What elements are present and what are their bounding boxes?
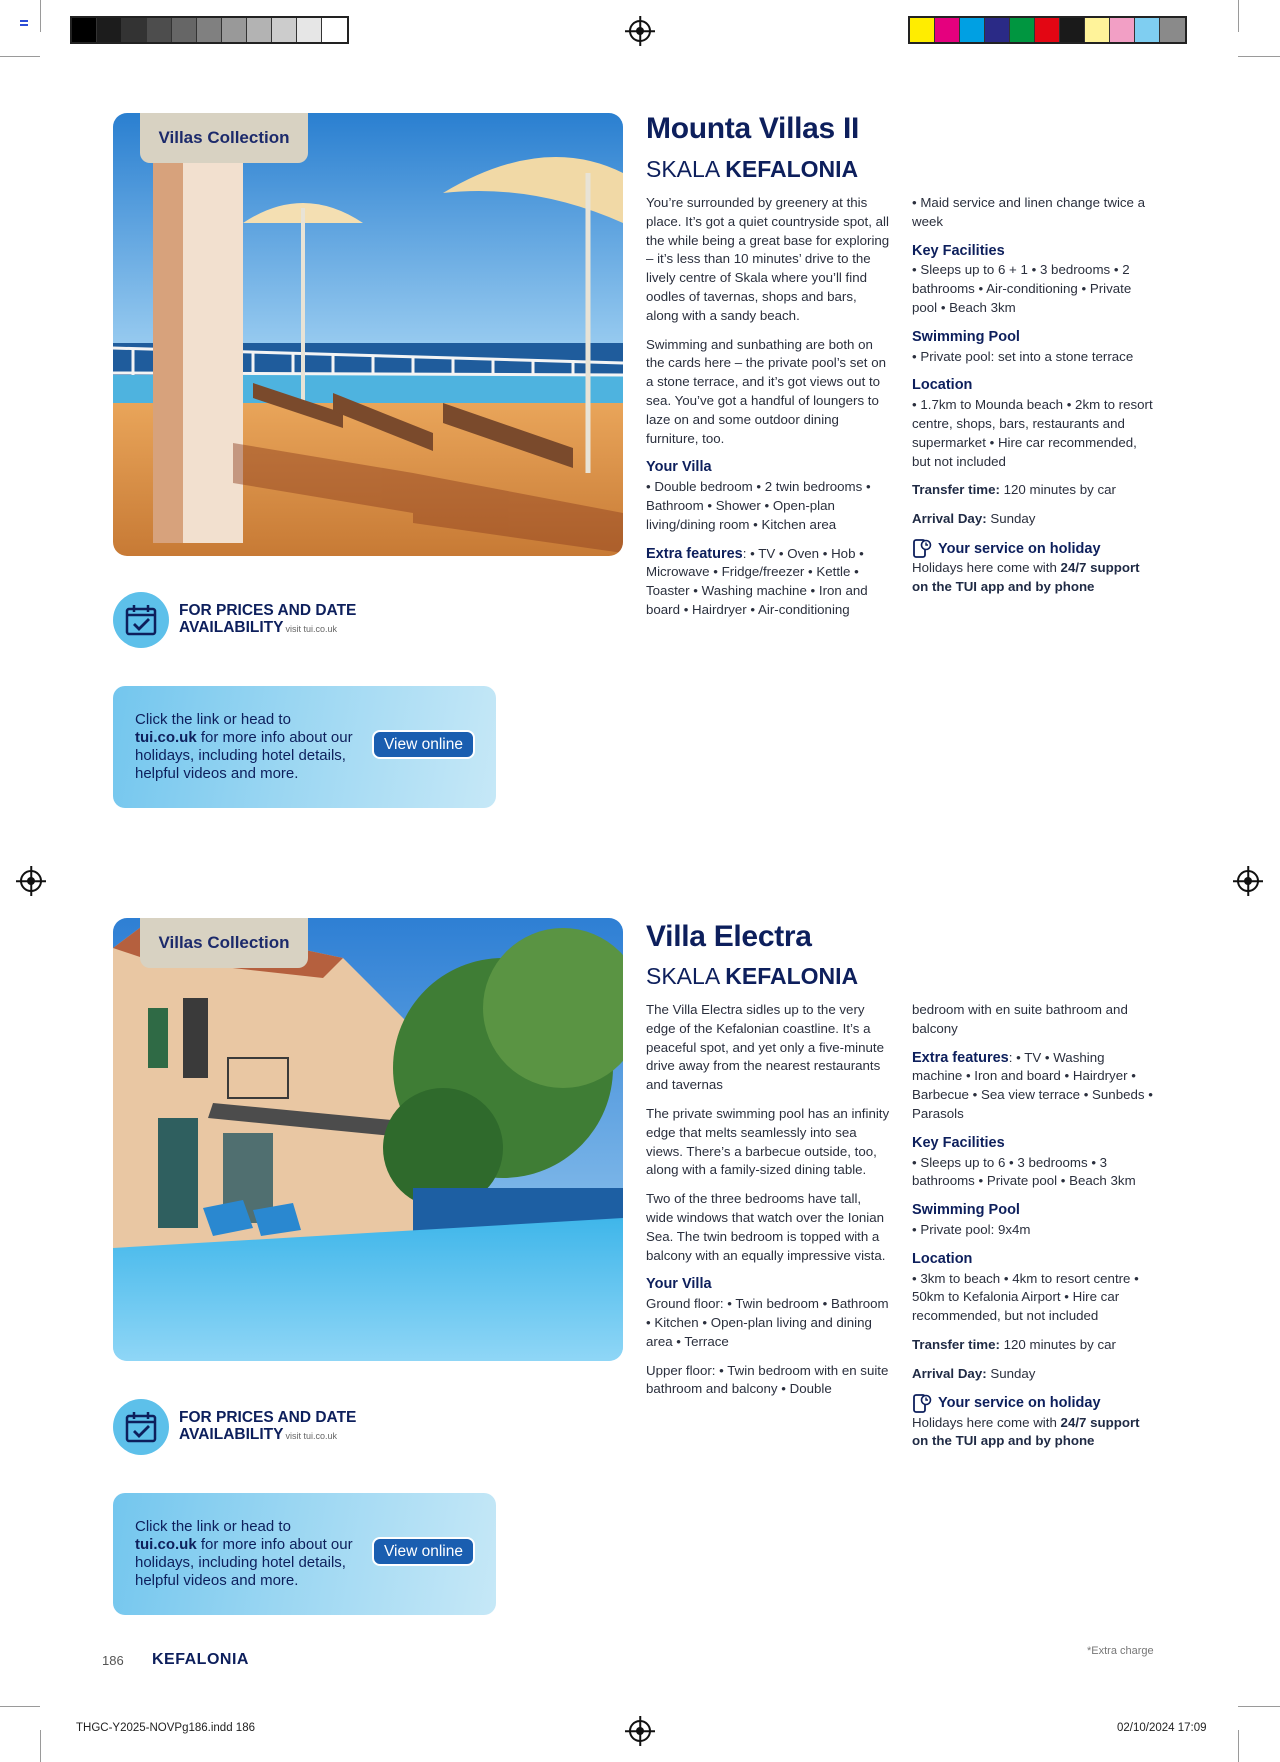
section-heading: Swimming Pool	[912, 1202, 1020, 1219]
service-text: Holidays here come with 24/7 support on the TUI app and by phone	[912, 1414, 1140, 1449]
grayscale-bar	[70, 16, 349, 44]
villa-location-title	[646, 156, 858, 183]
crop-mark	[0, 56, 40, 57]
swimming-pool-list: • Private pool: set into a stone terrace	[912, 348, 1134, 364]
crop-mark	[40, 1730, 41, 1762]
registration-mark-icon	[1237, 870, 1259, 892]
calendar-icon	[113, 1399, 169, 1455]
online-info-text: Click the link or head to tui.co.uk for more info about our holidays, including hotel details, helpful videos and more.	[135, 711, 353, 782]
key-facilities-list: • Sleeps up to 6 + 1 • 3 bedrooms • 2 bathrooms • Air-conditioning • Private pool • Beach 3km	[912, 262, 1132, 315]
villa-photo	[113, 113, 623, 556]
phone-support-icon	[912, 1394, 932, 1414]
registration-mark-icon	[629, 1720, 651, 1742]
extra-features	[646, 545, 891, 620]
villa-photo	[113, 918, 623, 1361]
service-heading: Your service on holiday	[912, 1394, 1157, 1414]
details-column	[912, 1001, 1157, 1461]
island-name: KEFALONIA	[725, 156, 859, 182]
section-heading: Extra features	[646, 545, 743, 562]
visit-link[interactable]: visit tui.co.uk	[285, 624, 338, 634]
footnote: *Extra charge	[1087, 1645, 1154, 1657]
section-name: KEFALONIA	[152, 1651, 249, 1668]
phone-support-icon	[912, 539, 932, 559]
section-heading: Your Villa	[646, 1276, 712, 1293]
view-online-banner	[113, 1493, 496, 1615]
section-heading: Key Facilities	[912, 1134, 1005, 1151]
description-column	[646, 194, 891, 630]
extra-features-list: : • TV • Washing machine • Iron and board • Hairdryer • Barbecue • Sea view terrace • Sunbeds • Parasols	[912, 1049, 1153, 1121]
view-online-banner	[113, 686, 496, 808]
your-villa-list: • Double bedroom • 2 twin bedrooms • Bathroom • Shower • Open-plan living/dining room • Kitchen area	[646, 479, 871, 532]
intro-paragraph: Swimming and sunbathing are both on the cards here – the private pool’s set on a stone terrace, and it’s got views out to sea. You’ve got a handful of loungers to laze on and some outdoor dining furniture, too.	[646, 336, 886, 446]
registration-mark-icon	[629, 20, 651, 42]
crop-mark	[1238, 0, 1239, 32]
intro-paragraph: The private swimming pool has an infinity edge that melts seamlessly into sea views. There’s a barbecue outside, too, along with a family-sized dining table.	[646, 1105, 890, 1178]
online-info-text: Click the link or head to tui.co.uk for more info about our holidays, including hotel details, helpful videos and more.	[135, 1518, 353, 1589]
tui-link[interactable]: tui.co.uk	[135, 729, 197, 746]
transfer-time: Transfer time: 120 minutes by car	[912, 1336, 1116, 1352]
service-text: Holidays here come with 24/7 support on the TUI app and by phone	[912, 559, 1140, 594]
color-bar	[908, 16, 1187, 44]
your-villa-list: Ground floor: • Twin bedroom • Bathroom • Kitchen • Open-plan living and dining area • Terrace	[646, 1296, 889, 1349]
area-name: SKALA	[646, 963, 719, 989]
pool-terrace-photo-icon	[113, 113, 623, 556]
section-heading: Key Facilities	[912, 242, 1005, 259]
print-mark-icon	[20, 20, 28, 26]
section-heading: Your Villa	[646, 459, 712, 476]
location-list: • 3km to beach • 4km to resort centre • 50km to Kefalonia Airport • Hire car recommended, but not included	[912, 1270, 1139, 1324]
calendar-icon	[113, 592, 169, 648]
service-heading: Your service on holiday	[912, 539, 1157, 559]
slug-file: THGC-Y2025-NOVPg186.indd 186	[76, 1722, 255, 1734]
villa-title: Mounta Villas II	[646, 112, 860, 145]
arrival-day: Arrival Day: Sunday	[912, 1365, 1036, 1381]
registration-mark-icon	[20, 870, 42, 892]
key-facilities-list: • Sleeps up to 6 • 3 bedrooms • 3 bathrooms • Private pool • Beach 3km	[912, 1154, 1136, 1189]
villa-pool-photo-icon	[113, 918, 623, 1361]
details-column	[912, 194, 1157, 607]
view-online-button[interactable]: View online	[372, 730, 475, 759]
island-name: KEFALONIA	[725, 963, 859, 989]
intro-paragraph: Two of the three bedrooms have tall, wide windows that watch over the Ionian Sea. The twin bedroom is topped with a balcony with an equally impressive vista.	[646, 1191, 886, 1263]
prices-availability[interactable]	[113, 1399, 356, 1455]
view-online-button[interactable]: View online	[372, 1537, 475, 1566]
transfer-time: Transfer time: 120 minutes by car	[912, 482, 1116, 498]
upper-floor-list: Upper floor: • Twin bedroom with en suite bathroom and balcony • Double	[646, 1362, 889, 1397]
upper-floor-list: bedroom with en suite bathroom and balcony	[912, 1002, 1128, 1036]
prices-text: FOR PRICES AND DATE AVAILABILITY visit tui.co.uk	[179, 602, 357, 636]
section-heading: Extra features	[912, 1049, 1009, 1066]
section-heading: Location	[912, 377, 973, 394]
collection-tag: Villas Collection	[140, 113, 308, 163]
tui-link[interactable]: tui.co.uk	[135, 1536, 197, 1553]
villa-location-title	[646, 963, 858, 990]
prices-text: FOR PRICES AND DATE AVAILABILITY visit tui.co.uk	[179, 1409, 357, 1443]
swimming-pool-list: • Private pool: 9x4m	[912, 1221, 1031, 1237]
crop-mark	[1238, 1706, 1280, 1707]
crop-mark	[1238, 1730, 1239, 1762]
villa-title: Villa Electra	[646, 920, 812, 953]
crop-mark	[40, 0, 41, 32]
intro-paragraph: The Villa Electra sidles up to the very edge of the Kefalonian coastline. It’s a peaceful spot, and yet only a five-minute drive away from the nearest restaurants and tavernas	[646, 1002, 885, 1093]
arrival-day: Arrival Day: Sunday	[912, 511, 1036, 527]
crop-mark	[1238, 56, 1280, 57]
location-list: • 1.7km to Mounda beach • 2km to resort centre, shops, bars, restaurants and supermarket • Hire car recommended, but not included	[912, 397, 1153, 469]
collection-tag: Villas Collection	[140, 918, 308, 968]
section-heading: Location	[912, 1250, 973, 1267]
extra-features-list: : • TV • Oven • Hob • Microwave • Fridge/freezer • Kettle • Toaster • Washing machine • Iron and board • Hairdryer • Air-conditioning	[646, 545, 868, 617]
prices-availability[interactable]	[113, 592, 356, 648]
description-column	[646, 1001, 891, 1409]
slug-date: 02/10/2024 17:09	[1117, 1722, 1207, 1734]
area-name: SKALA	[646, 156, 719, 182]
extra-features	[912, 1049, 1157, 1124]
page-number: 186	[102, 1653, 124, 1668]
section-heading: Swimming Pool	[912, 328, 1020, 345]
crop-mark	[0, 1706, 40, 1707]
extra-features-list: • Maid service and linen change twice a week	[912, 195, 1146, 229]
intro-paragraph: You’re surrounded by greenery at this place. It’s got a quiet countryside spot, all the while being a great base for exploring – it’s less than 10 minutes’ drive to the lively centre of Skala where you’ll find oodles of tavernas, shops and bars, along with a sandy beach.	[646, 195, 890, 323]
visit-link[interactable]: visit tui.co.uk	[285, 1431, 338, 1441]
